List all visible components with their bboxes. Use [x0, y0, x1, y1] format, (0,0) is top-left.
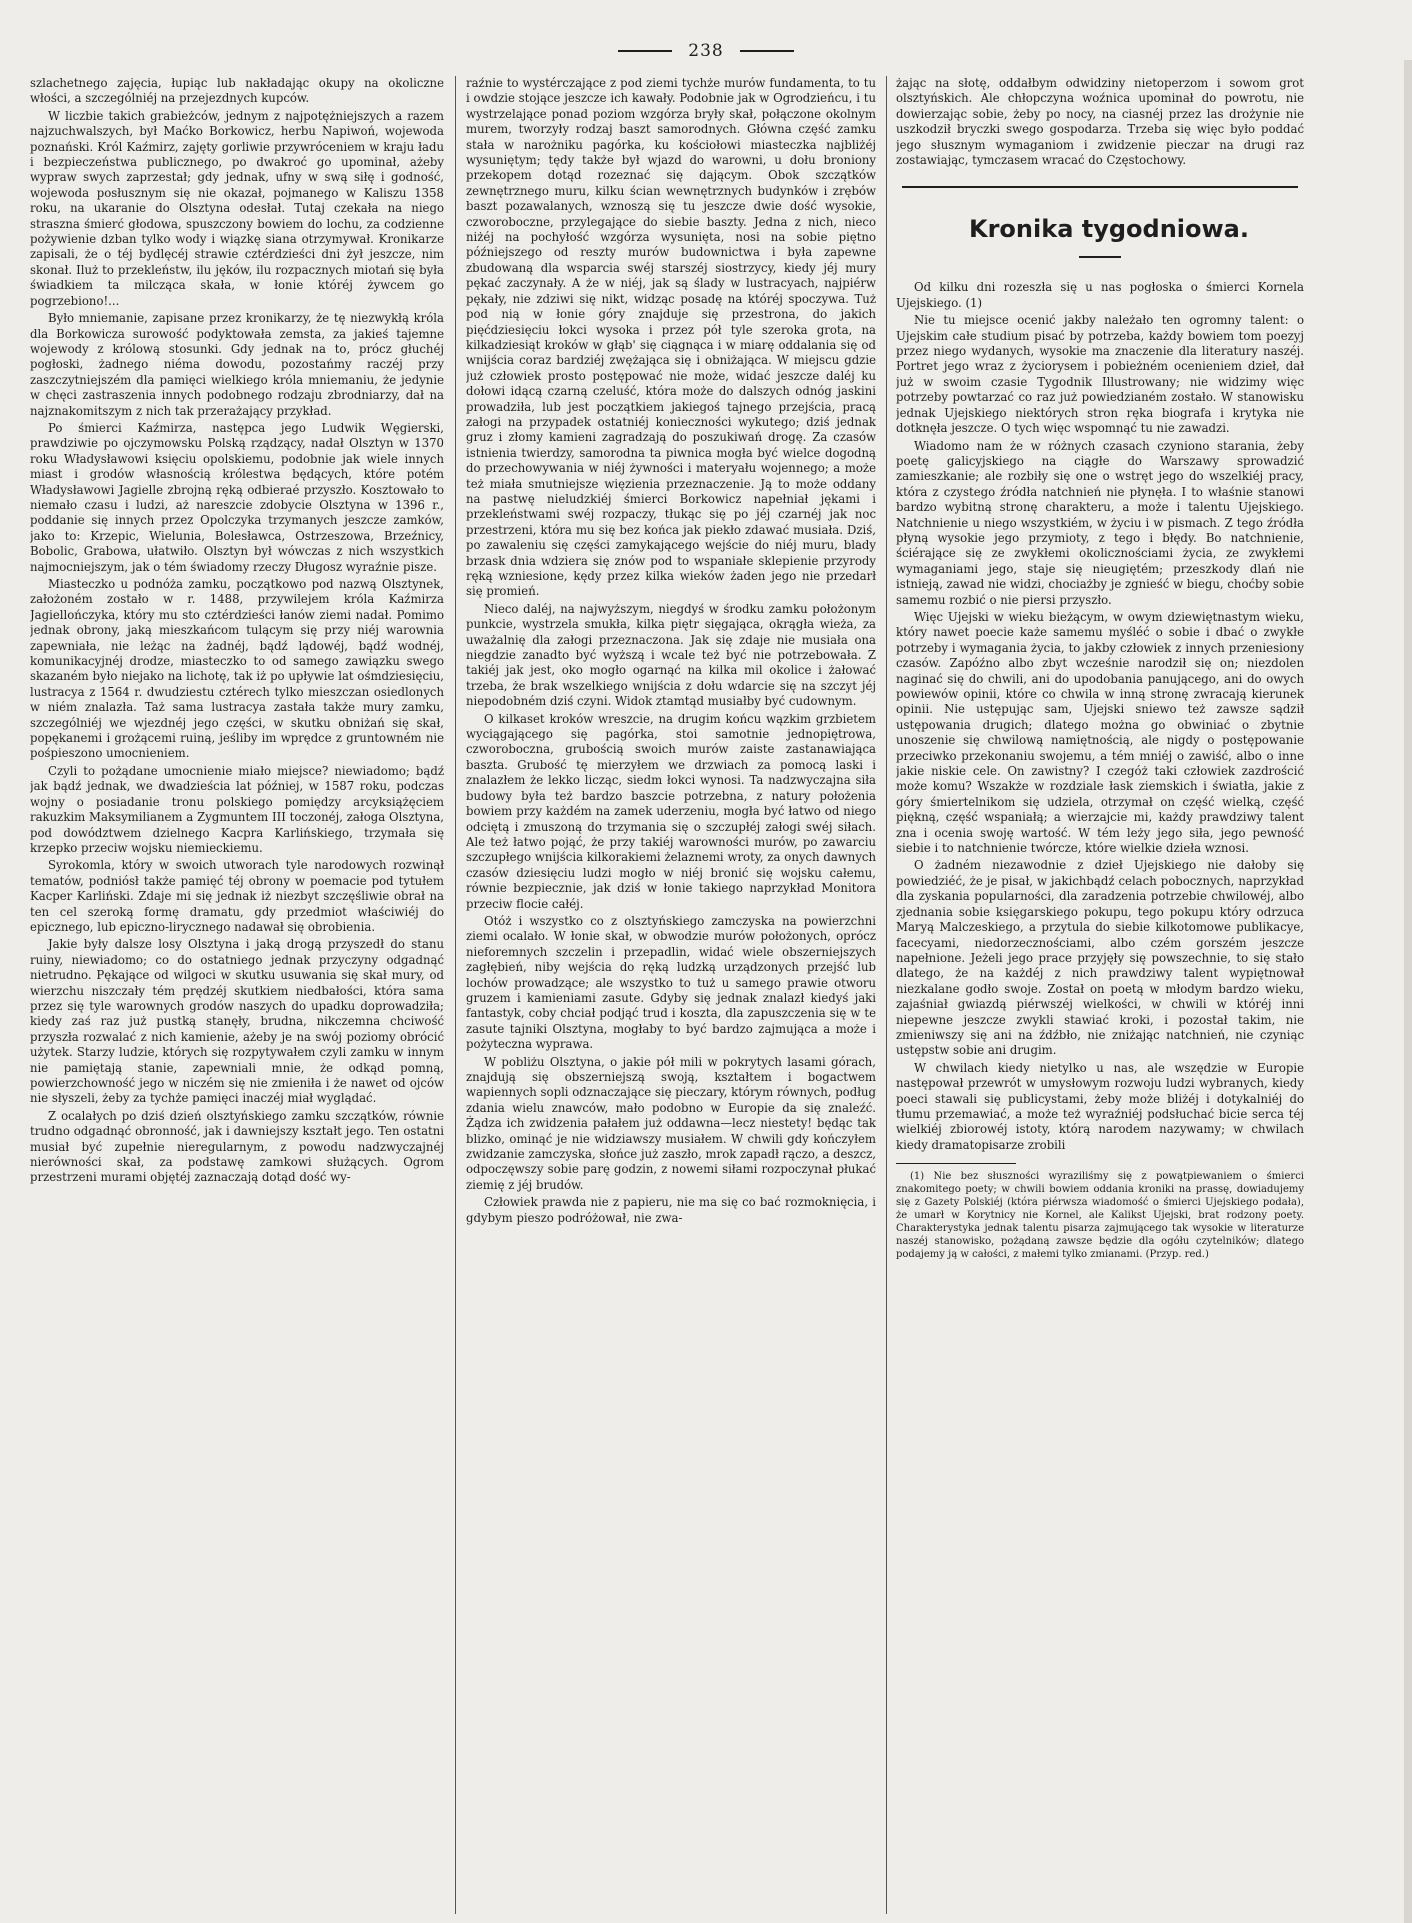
paragraph: Jakie były dalsze losy Olsztyna i jaką drogą przyszedł do stanu ruiny, niewiadomo; co do ostatniego jednak przyczyny odgadnąć nietrudno. Pękające od wilgoci w skutku usuwania się skał mury, od wierzchu niszczały tém prędzéj skutkiem niedbałości, która sama przez się tyle warownych grodów naszych do upadku doprowadziła; kiedy zaś raz już pustką stanęły, brudna, nikczemna chciwość przyszła rozwalać z nich kamienie, ażeby je na swój poziomy obrócić użytek. Starzy ludzie, których się rozpytywałem czyli zamku w innym nie pamiętają stanie, zapewniali mnie, że odkąd pomną, powierzchowność jego w niczém się nie zmieniła i że nawet od ojców nie słyszeli, żeby za tychże pamięci inaczéj miał wyglądać.: [30, 937, 444, 1106]
paragraph: W liczbie takich grabieżców, jednym z najpotężniejszych a razem najzuchwalszych, był Maćko Borkowicz, herbu Napiwoń, wojewoda poznański. Król Kaźmirz, zajęty gorliwie przywróceniem w kraju ładu i bezpieczeństwa publicznego, po dwakroć go upominał, ażeby wypraw swych zaprzestał; gdy jednak, ufny w swą siłę i godność, wojewoda posłusznym się nie okazał, pojmanego w Kaliszu 1358 roku, na ukaranie do Olsztyna odesłał. Tutaj czekała na niego straszna śmierć głodowa, spuszczony bowiem do lochu, za codzienne pożywienie dzban tylko wody i wiązkę siana otrzymywał. Kronikarze zapisali, że o téj bydlęcéj strawie cztérdzieści dni żył jeszcze, nim skonał. Iluż to przekleństw, ilu jęków, ilu rozpacznych miotań się była świadkiem ta milcząca skała, w łonie któréj żywcem go pogrzebiono!...: [30, 108, 444, 308]
paragraph: O kilkaset kroków wreszcie, na drugim końcu wązkim grzbietem wyciągającego się pagórka, stoi samotnie jednopiętrowa, czworoboczna, grubością swoich murów zaiste zastanawiająca baszta. Grubość tę mierzyłem we drzwiach za pomocą laski i znalazłem że lekko licząc, siedm łokci wynosi. Ta nadzwyczajna siła budowy była też bardzo baszcie potrzebna, z natury położenia bowiem przy każdém na zamek uderzeniu, mogła być łatwo od niego odciętą i zmuszoną do trzymania się o szczupłéj załogi swéj siłach. Ale też łatwo pojąć, że przy takiéj warowności murów, po zawarciu szczupłego wnijścia kilkorakiemi żelaznemi wroty, za onych dawnych czasów dziesięciu ludzi mogło w niéj bronić się wojsku całemu, równie bezpiecznie, jak dziś w łonie takiego naprzykład Monitora przeciw flocie całéj.: [466, 711, 876, 911]
column-separator: [886, 76, 887, 1914]
header-rule-left: [618, 50, 672, 52]
title-underline: [1079, 256, 1121, 258]
column-separator: [455, 76, 456, 1914]
column-1: [30, 76, 444, 1914]
section-title: Kronika tygodniowa.: [969, 215, 1249, 244]
paragraph: Z ocalałych po dziś dzień olsztyńskiego zamku szczątków, równie trudno odgadnąć obronność, jak i dawniejszy kształt jego. Ten ostatni musiał być zupełnie nieregularnym, z powodu nadzwyczajnéj nierówności skał, za podstawę zamkowi służących. Ogrom przestrzeni murami objętéj zaznaczają dotąd dość wy-: [30, 1108, 444, 1185]
column-3: [896, 76, 1304, 1914]
paragraph: Wiadomo nam że w różnych czasach czyniono starania, żeby poetę galicyjskiego na ciągłe do Warszawy sprowadzić zamieszkanie; ale rozbiły się one o wstręt jego do wszelkiéj pracy, która z czystego źródła natchnień nie płynęła. I to właśnie stanowi bardzo wybitną stronę charakteru, a może i talentu Ujejskiego. Natchnienie u niego wszystkiém, w życiu i w pismach. Z tego źródła płyną wysokie jego przymioty, z tego i błędy. Bo natchnienie, ściérające się ze zwykłemi okolicznościami życia, ze zwykłemi wymaganiami jego, staje się nieugiętém; przeszkody dlań nie istnieją, zawad nie widzi, chociażby je zgnieść w biegu, choćby sobie samemu rozbić o nie piersi przyszło.: [896, 438, 1304, 607]
paragraph: Otóż i wszystko co z olsztyńskiego zamczyska na powierzchni ziemi ocalało. W łonie skał, w obwodzie murów położonych, oprócz nieforemnych szczelin i przepadlin, widać wiele obszerniejszych zagłębień, niby wejścia do ręką ludzką urządzonych przejść lub lochów prowadzące; ale wszystko to tuż u samego prawie otworu gruzem i kamieniami zasute. Gdyby się jednak znalazł kiedyś jaki fantastyk, coby chciał podjąć trud i koszta, dla zapuszczenia się w te zasute tajniki Olsztyna, mogłaby to być bardzo zajmująca a może i pożyteczna wyprawa.: [466, 913, 876, 1052]
paragraph: Było mniemanie, zapisane przez kronikarzy, że tę niezwykłą króla dla Borkowicza surowość podyktowała zemsta, za jakieś tajemne wojewody z królową stosunki. Gdy jednak na to, prócz głuchéj pogłoski, żadnego niéma dowodu, pozostańmy raczéj przy zaszczytniejszém dla pamięci wielkiego króla mniemaniu, że jedynie w chęci zastraszenia innych podobnego rodzaju zbrodniarzy, dał na najznakomitszym z nich tak przerażający przykład.: [30, 311, 444, 418]
paragraph: Nieco daléj, na najwyższym, niegdyś w środku zamku położonym punkcie, wystrzela smukła, kilka piętr sięgająca, okrągła wieża, za uważalnię dla załogi przeznaczona. Jak się zdaje nie musiała ona niegdzie zanadto być wyższą i wcale też być nie potrzebowała. Z takiéj jak jest, oko mogło ogarnąć na kilka mil okolice i żałować trzeba, że brak wszelkiego wnijścia z dołu wdarcie się na szczyt jéj niepodobném dziś czyni. Widok ztamtąd musiałby być cudownym.: [466, 601, 876, 709]
page-header: [0, 36, 1412, 66]
paragraph: Więc Ujejski w wieku bieżącym, w owym dziewiętnastym wieku, który nawet poecie każe samemu myśléć o sobie i dbać o zwykłe potrzeby i wymagania życia, to jakby człowiek z innych przeniesiony czasów. Zapóźno albo zbyt wcześnie narodził się on; niezdolen naginać się do chwili, ani do upodobania panującego, ani do owych powiewów opinii, które co chwila w inną stronę zwracają kierunek opinii. Nie ustępując sam, Ujejski sniewo też zawsze sądził ustępowania drugich; dlatego można go obwiniać o zbytnie unoszenie się chwilową namiętnością, ale nigdy o postępowanie przeciwko przekonaniu swojemu, a tém mniéj o zawiść, albo o inne jakie niskie cele. On zawistny? I czegóż taki człowiek zazdrościć może komu? Wszakże w rozdziale łask ziemskich i światła, jakie z góry śmiertelnikom się udziela, otrzymał on część wielką, część piękną, część wspaniałą; a wierzajcie mi, każdy prawdziwy talent zna i ocenia swoję wartość. W tém leży jego siła, jego pewność siebie i to natchnienie twórcze, które wielkie dzieła wznosi.: [896, 609, 1304, 856]
next-page-edge: [1404, 60, 1412, 1923]
paragraph: raźnie to wystérczające z pod ziemi tychże murów fundamenta, to tu i owdzie stojące jeszcze ich kawały. Podobnie jak w Ogrodzieńcu, i tu wystrzelające ponad poziom wzgórza bryły skał, połączone okolnym murem, tworzyły rodzaj baszt samorodnych. Główna część zamku stała w narożniku pagórka, ku kościołowi miasteczka najbliżéj wysuniętym; tędy także był wjazd do warowni, u dołu broniony przekopem dotąd rozeznać się dającym. Obok szczątków zewnętrznego muru, kilku ścian wewnętrznych budynków i zrębów baszt pozawalanych, wznoszą się tu jeszcze dwie dość wysokie, czworoboczne, przylegające do siebie baszty. Jedna z nich, nieco niżéj na pochyłość wzgórza wysunięta, nosi na sobie piętno późniejszego od reszty murów budownictwa i była zapewne zbudowaną dla wsparcia swéj starszéj siostrzycy, kiedy jéj mury pękać zaczynały. A że w niéj, jak są ślady w lustracyach, najpiérw pękały, nie zdziwi się nikt, widząc posadę na któréj spoczywa. Tuż pod nią w łonie góry znajduje się przestrona, do jakich pięćdziesięciu łokci wysoka i przez pół tyle szeroka grota, na kilkadziesiąt kroków w głąb' się ciągnąca i w miarę oddalania się od wnijścia coraz bardziéj zwężająca się i obniżająca. W miejscu gdzie już człowiek prosto postępować nie może, widać jeszcze daléj ku dołowi idącą czarną czeluść, która może do dalszych odnóg jaskini prowadziła, lub jest początkiem jakiegoś tajnego przejścia, pracą załogi na przypadek ostatniéj konieczności wykutego; dziś jednak gruz i złomy kamieni zagradzają do poszukiwań drogę. Za czasów istnienia twierdzy, samorodna ta piwnica mogła być wielce dogodną do przechowywania w niéj żywności i materyału wojennego; a może też miała smutniejsze więzienia przeznaczenie. Ją to może oddany na pastwę nieludzkiéj śmierci Borkowicz napełniał jękami i przekleństwami swéj rozpaczy, tłukąc się po jéj czarnéj jak noc przestrzeni, która mu się bez końca jak piekło zdawać musiała. Dziś, po zawaleniu się części zamykającego wejście do niéj muru, blady brzask dnia wdziera się znów pod to wspaniałe sklepienie przyrody ręką wzniesione, kędy przez kilka wieków żaden jego nie przedarł się promień.: [466, 76, 876, 599]
paragraph: Człowiek prawda nie z papieru, nie ma się co bać rozmoknięcia, i gdybym pieszo podróżował, nie zwa-: [466, 1195, 876, 1225]
paragraph: Od kilku dni rozeszła się u nas pogłoska o śmierci Kornela Ujejskiego. (1): [896, 280, 1304, 310]
page-number: 238: [688, 41, 724, 61]
paragraph: O żadném niezawodnie z dzieł Ujejskiego nie dałoby się powiedziéć, że je pisał, w jakichbądź celach pobocznych, naprzykład dla zyskania popularności, dla zaradzenia potrzebie chwilowéj, albo zjednania sobie księgarskiego pokupu, tego pokupu który odrzuca Maryą Malczeskiego, a przytula do siebie kilkotomowe publikacye, facecyami, niedorzecznościami, albo czém gorszém jeszcze napełnione. Jeżeli jego prace przyjęły się powszechnie, to się stało dlatego, że na każdéj z nich prawdziwy talent wypiętnował niezkalane godło swoje. Został on poetą w młodym bardzo wieku, zajaśniał gwiazdą piérwszéj wielkości, w chwili w któréj inni niepewne jeszcze zwykli stawiać kroki, i pozostał takim, nie zmieniwszy się ani na źdźbło, nie zniżając natchnień, nie czyniąc ustępstw sobie ani drugim.: [896, 858, 1304, 1058]
paragraph: Miasteczko u podnóża zamku, początkowo pod nazwą Olsztynek, założoném zostało w r. 1488, przywilejem króla Kaźmirza Jagiellończyka, który mu sto cztérdzieści łanów ziemi nadał. Pomimo jednak obrony, jaką mieszkańcom tulącym się przy niéj warownia zapewniała, nie leżąc na żadnéj, bądź lądowéj, bądź wodnéj, komunikacyjnéj drodze, miasteczko to od samego zawiązku swego skazaném było niejako na lichotę, tak iż po upływie lat ośmdziesięciu, lustracya z 1564 r. dwudziestu cztérech tylko mieszczan osiedlonych w niém znalazła. Taż sama lustracya zastała także mury zamku, szczególniéj we wjezdnéj jego części, w skutku obniżań się skał, popękanemi i grożącemi ruiną, jeśliby im wprędce z gruntowném nie pośpieszono umocnieniem.: [30, 577, 444, 761]
paragraph: Syrokomla, który w swoich utworach tyle narodowych rozwinął tematów, podniósł także pamięć téj obrony w poemacie pod tytułem Kacper Karliński. Zdaje mi się jednak iż niezbyt szczęśliwie obrał na ten cel szeroką formę dramatu, gdy przedmiot właściwiéj do epicznego, lub epiczno-lirycznego nadawał się obrobienia.: [30, 858, 444, 934]
paragraph: W pobliżu Olsztyna, o jakie pół mili w pokrytych lasami górach, znajdują się obszerniejszą swoją, kształtem i bogactwem wapiennych sopli odznaczające się pieczary, którym równych, podług zdania wielu znawców, mało podobno w Europie da się znaleźć. Żądza ich zwidzenia pałałem już oddawna—lecz niestety! będąc tak blizko, ominąć je nie widziawszy musiałem. W chwili gdy kończyłem zwidzanie zamczyska, słońce już zaszło, mrok zapadł rączo, a deszcz, odpoczęwszy sobie parę godzin, z nowemi siłami rozpoczynał płukać ziemię z jéj brudów.: [466, 1054, 876, 1192]
footnote-divider: [896, 1163, 1016, 1164]
header-rule-right: [740, 50, 794, 52]
paragraph: W chwilach kiedy nietylko u nas, ale wszędzie w Europie następował przewrót w umysłowym rozwoju ludzi wybranych, kiedy poeci stawali się publicystami, żeby może bliżéj i dotykalniéj do tłumu przemawiać, a może też wyraźniéj podsłuchać bicie serca téj wielkiéj zbiorowéj istoty, którą narodem nazywamy; w chwilach kiedy dramatopisarze zrobili: [896, 1060, 1304, 1152]
paragraph: żając na słotę, oddałbym odwidziny nietoperzom i sowom grot olsztyńskich. Ale chłopczyna woźnica upominał do powrotu, nie dowierzając sobie, żeby po nocy, na ciasnéj przez las drożynie nie uszkodził bryczki swego gospodarza. Trzeba się więc było poddać jego słusznym wymaganiom i zwidzenie pieczar na drugi raz zostawiając, tymczasem wracać do Częstochowy.: [896, 76, 1304, 168]
paragraph: Czyli to pożądane umocnienie miało miejsce? niewiadomo; bądź jak bądź jednak, we dwadzieścia lat później, w 1587 roku, podczas wojny o posiadanie tronu polskiego pomiędzy arcyksiążęciem rakuzkim Maksymilianem a Zygmuntem III toczonéj, załoga Olsztyna, pod dowództwem dzielnego Kacpra Karlińskiego, trzymała się krzepko przeciw wojsku niemieckiemu.: [30, 763, 444, 855]
paragraph: Nie tu miejsce ocenić jakby należało ten ogromny talent: o Ujejskim całe studium pisać by potrzeba, każdy bowiem tom poezyj przez niego wydanych, wysokie ma znaczenie dla literatury naszéj. Portret jego wraz z życiorysem i pobieżném ocenieniem dzieł, dał już w swoim czasie Tygodnik Illustrowany; nie widzimy więc potrzeby powtarzać co raz już powiedzianém zostało. W stanowisku jednak Ujejskiego niektórych stron ręka biografa i krytyka nie dotknęła jeszcze. O tych więc wspomnąć tu nie zawadzi.: [896, 313, 1304, 436]
paragraph: Po śmierci Kaźmirza, następca jego Ludwik Węgierski, prawdziwie po ojczymowsku Polską rządzący, nadał Olsztyn w 1370 roku Władysławowi księciu opolskiemu, podobnie jak wiele innych miast i grodów własnością królestwa będących, które potém Władysławowi Jagielle zbrojną ręką odbieraé przyszło. Kosztowało to niemało czasu i ludzi, aż nareszcie zdobycie Olsztyna w 1396 r., poddanie się innych przez Opolczyka trzymanych jeszcze zamków, jako to: Krzepic, Wielunia, Bolesławca, Ostrzeszowa, Brzeźnicy, Bobolic, Grabowa, ułatwiło. Olsztyn był wówczas z nich wszystkich najmocniejszym, jak o tém świadomy rzeczy Długosz wyraźnie pisze.: [30, 420, 444, 574]
paragraph: szlachetnego zajęcia, łupiąc lub nakładając okupy na okoliczne włości, a szczególniéj na przejezdnych kupców.: [30, 76, 444, 106]
section-divider: [902, 186, 1298, 188]
column-2: [466, 76, 876, 1914]
footnote: (1) Nie bez słuszności wyraziliśmy się z powątpiewaniem o śmierci znakomitego poety; w chwili bowiem oddania kroniki na prassę, dowiadujemy się z Gazety Polskiéj (która piérwsza wiadomość o śmierci Ujejskiego podała), że umarł w Korytnicy nie Kornel, ale Kalikst Ujejski, brat rodzony poety. Charakterystyka jednak talentu pisarza zajmującego tak wysokie w literaturze naszéj stanowisko, pożądaną zawsze będzie dla ogółu czytelników; dlatego podajemy ją w całości, z małemi tylko zmianami. (Przyp. red.): [896, 1171, 1304, 1261]
